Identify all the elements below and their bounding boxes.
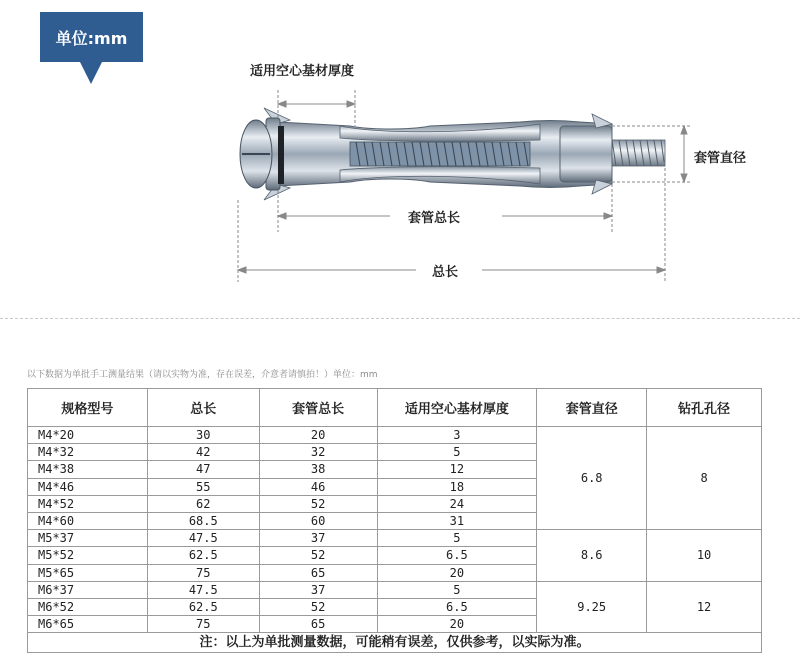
- cell-wall-thickness: 5: [377, 530, 537, 547]
- measurement-note: 以下数据为单批手工测量结果（请以实物为准，存在误差，介意者请慎拍！）单位：mm: [27, 370, 378, 380]
- cell-sleeve-diameter: 9.25: [537, 581, 647, 633]
- cell-wall-thickness: 24: [377, 495, 537, 512]
- cell-total-length: 75: [147, 564, 259, 581]
- cell-sleeve-diameter: 6.8: [537, 427, 647, 530]
- cell-sleeve-length: 52: [259, 495, 377, 512]
- anchor-diagram: [220, 50, 800, 290]
- table-row: [28, 427, 762, 444]
- cell-model: M4*38: [28, 461, 148, 478]
- cell-total-length: 62.5: [147, 547, 259, 564]
- section-divider: [0, 318, 800, 319]
- cell-sleeve-length: 32: [259, 444, 377, 461]
- label-wall-thickness: 适用空心基材厚度: [250, 64, 355, 79]
- table-footer-note: 注：以上为单批测量数据，可能稍有误差，仅供参考，以实际为准。: [28, 633, 762, 653]
- screw-thread: [605, 140, 665, 166]
- cell-wall-thickness: 12: [377, 461, 537, 478]
- header-sleeve-diameter: 套管直径: [537, 389, 647, 427]
- cell-drill-diameter: 10: [647, 530, 762, 582]
- cell-model: M4*52: [28, 495, 148, 512]
- cell-sleeve-length: 65: [259, 616, 377, 633]
- cell-model: M4*20: [28, 427, 148, 444]
- cell-total-length: 47: [147, 461, 259, 478]
- unit-label: 单位:mm: [55, 29, 128, 48]
- cell-wall-thickness: 6.5: [377, 598, 537, 615]
- cell-model: M4*60: [28, 512, 148, 529]
- cell-wall-thickness: 5: [377, 581, 537, 598]
- cell-model: M5*52: [28, 547, 148, 564]
- cell-sleeve-length: 38: [259, 461, 377, 478]
- cell-total-length: 62.5: [147, 598, 259, 615]
- table-row: [28, 530, 762, 547]
- cell-model: M4*32: [28, 444, 148, 461]
- cell-model: M6*37: [28, 581, 148, 598]
- label-sleeve-diameter: 套管直径: [694, 151, 747, 166]
- black-ring: [278, 126, 284, 184]
- cell-total-length: 30: [147, 427, 259, 444]
- cell-total-length: 47.5: [147, 530, 259, 547]
- label-total-length: 总长: [432, 265, 459, 280]
- cell-sleeve-length: 20: [259, 427, 377, 444]
- header-sleeve-length: 套管总长: [259, 389, 377, 427]
- cell-wall-thickness: 20: [377, 564, 537, 581]
- cell-model: M4*46: [28, 478, 148, 495]
- cell-model: M5*37: [28, 530, 148, 547]
- cell-total-length: 42: [147, 444, 259, 461]
- cell-total-length: 75: [147, 616, 259, 633]
- cell-drill-diameter: 8: [647, 427, 762, 530]
- cell-wall-thickness: 20: [377, 616, 537, 633]
- cell-model: M6*65: [28, 616, 148, 633]
- header-drill-diameter: 钻孔孔径: [647, 389, 762, 427]
- cell-wall-thickness: 3: [377, 427, 537, 444]
- cell-total-length: 47.5: [147, 581, 259, 598]
- label-sleeve-length: 套管总长: [408, 211, 461, 226]
- cell-sleeve-length: 60: [259, 512, 377, 529]
- cell-wall-thickness: 18: [377, 478, 537, 495]
- cell-sleeve-length: 46: [259, 478, 377, 495]
- unit-badge: [40, 12, 143, 84]
- cell-drill-diameter: 12: [647, 581, 762, 633]
- sleeve-end: [560, 126, 612, 182]
- table-header-row: [28, 389, 762, 427]
- header-total-length: 总长: [147, 389, 259, 427]
- table-row: [28, 581, 762, 598]
- cell-sleeve-length: 37: [259, 581, 377, 598]
- cell-model: M6*52: [28, 598, 148, 615]
- header-wall-thickness: 适用空心基材厚度: [377, 389, 537, 427]
- cell-sleeve-length: 52: [259, 547, 377, 564]
- dimension-wall: [278, 90, 355, 126]
- cell-wall-thickness: 5: [377, 444, 537, 461]
- cell-model: M5*65: [28, 564, 148, 581]
- header-model: 规格型号: [28, 389, 148, 427]
- cell-sleeve-diameter: 8.6: [537, 530, 647, 582]
- cell-total-length: 68.5: [147, 512, 259, 529]
- cell-sleeve-length: 37: [259, 530, 377, 547]
- cell-total-length: 62: [147, 495, 259, 512]
- anchor-illustration: [220, 50, 800, 290]
- cell-wall-thickness: 31: [377, 512, 537, 529]
- cell-total-length: 55: [147, 478, 259, 495]
- spec-table: [27, 388, 762, 653]
- cell-wall-thickness: 6.5: [377, 547, 537, 564]
- table-footer-row: [28, 633, 762, 653]
- cell-sleeve-length: 52: [259, 598, 377, 615]
- cell-sleeve-length: 65: [259, 564, 377, 581]
